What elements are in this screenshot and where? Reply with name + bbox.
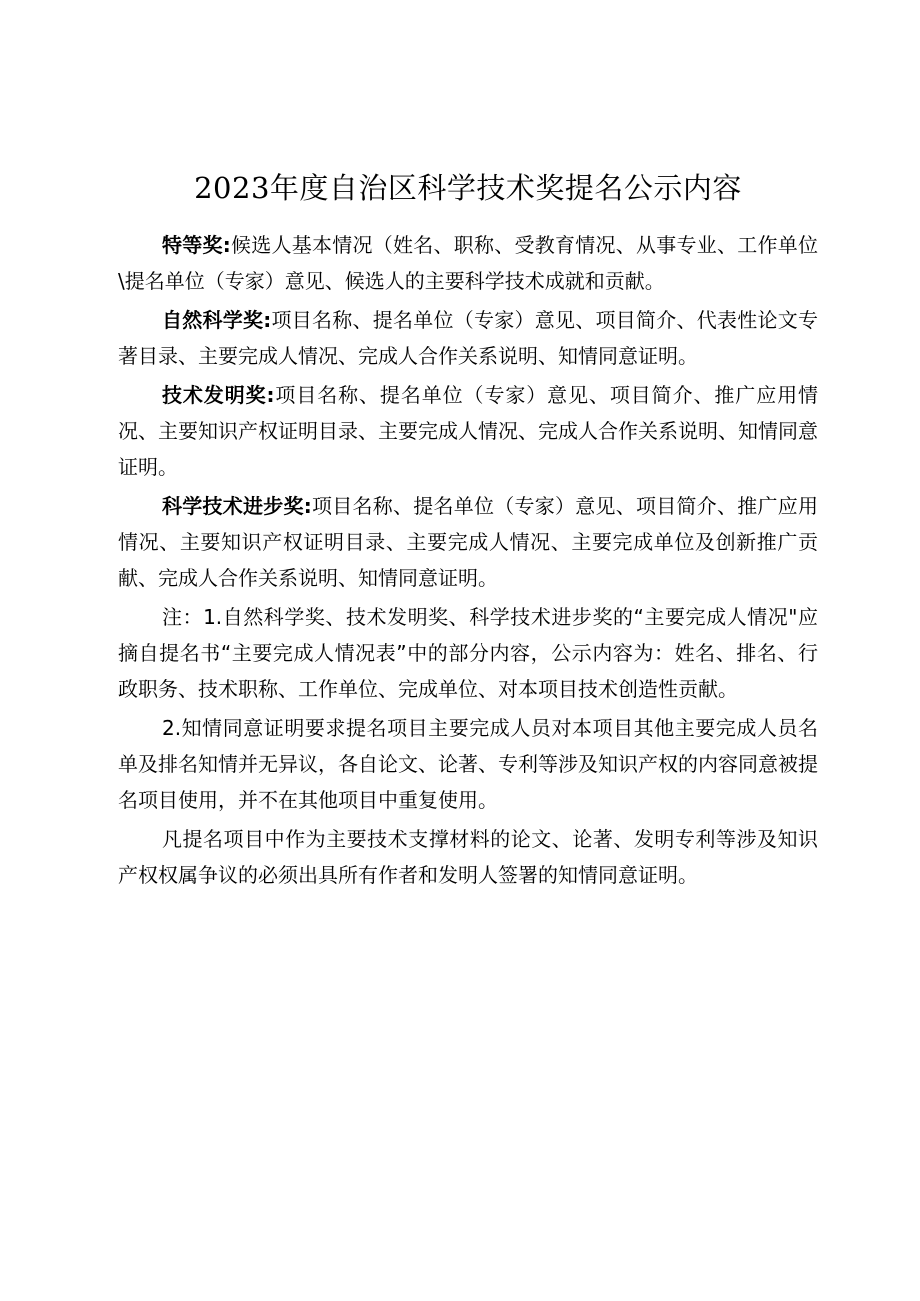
section-natural-science-award (118, 302, 818, 374)
section-label: 自然科学奖: (162, 308, 272, 332)
section-label: 特等奖: (162, 233, 231, 257)
section-text: 项目名称、提名单位（专家）意见、项目简介、代表性论文专著目录、主要完成人情况、完成人合作关系说明、知情同意证明。 (118, 308, 818, 368)
section-technology-invention-award (118, 377, 818, 485)
document-page (118, 167, 818, 896)
document-title: 2023年度自治区科学技术奖提名公示内容 (194, 171, 742, 205)
note-2: 2.知情同意证明要求提名项目主要完成人员对本项目其他主要完成人员名单及排名知情并无异议，各自论文、论著、专利等涉及知识产权的内容同意被提名项目使用，并不在其他项目中重复使用。 (118, 716, 818, 812)
section-special-award (118, 227, 818, 299)
section-label: 科学技术进步奖: (162, 494, 312, 518)
note-1: 注：1.自然科学奖、技术发明奖、科学技术进步奖的“主要完成人情况"应摘自提名书“主要完成人情况表”中的部分内容，公示内容为：姓名、排名、行政职务、技术职称、工作单位、完成单位、对本项目技术创造性贡献。 (118, 605, 818, 701)
section-sci-tech-progress-award (118, 488, 818, 596)
section-text: 项目名称、提名单位（专家）意见、项目简介、推广应用情况、主要知识产权证明目录、主要完成人情况、完成人合作关系说明、知情同意证明。 (118, 383, 818, 479)
section-text: 项目名称、提名单位（专家）意见、项目简介、推广应用情况、主要知识产权证明目录、主要完成人情况、主要完成单位及创新推广贡献、完成人合作关系说明、知情同意证明。 (118, 494, 818, 590)
note-3: 凡提名项目中作为主要技术支撑材料的论文、论著、发明专利等涉及知识产权权属争议的必须出具所有作者和发明人签署的知情同意证明。 (118, 827, 818, 887)
section-text: 候选人基本情况（姓名、职称、受教育情况、从事专业、工作单位\提名单位（专家）意见、候选人的主要科学技术成就和贡献。 (118, 233, 818, 293)
section-label: 技术发明奖: (162, 383, 275, 407)
